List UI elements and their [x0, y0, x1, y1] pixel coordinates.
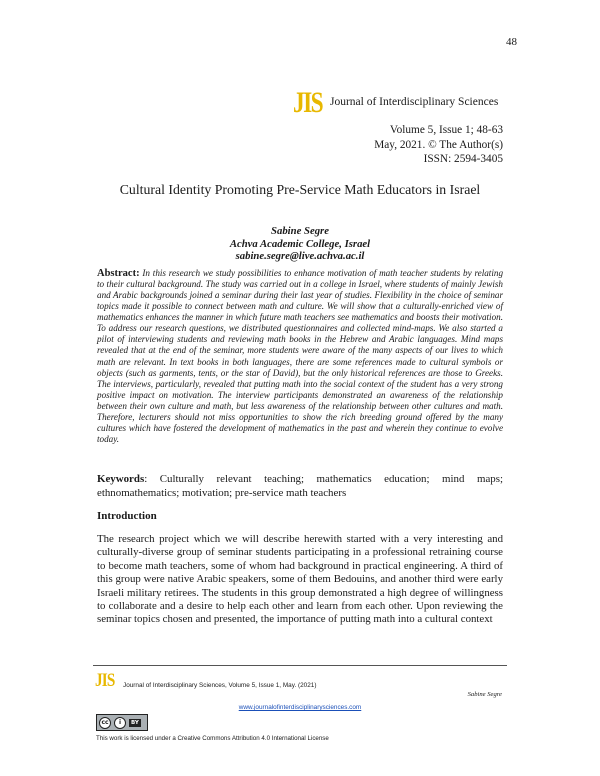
author-name: Sabine Segre: [271, 225, 329, 237]
license-text: This work is licensed under a Creative Commons Attribution 4.0 International License: [96, 735, 329, 742]
cc-icon: cc: [99, 717, 111, 729]
paper-title: Cultural Identity Promoting Pre-Service Math Educators in Israel: [119, 182, 481, 197]
keywords: [97, 472, 503, 500]
by-label: BY: [131, 719, 139, 726]
footer-citation: Journal of Interdisciplinary Sciences, Volume 5, Issue 1, May. (2021): [123, 682, 317, 689]
attribution-icon: i: [114, 717, 126, 729]
introduction-heading: Introduction: [97, 510, 157, 522]
footer-logo: JIS: [95, 670, 115, 691]
page-number: 48: [506, 36, 517, 48]
date-line: May, 2021. © The Author(s): [374, 138, 503, 151]
author-email: sabine.segre@live.achva.ac.il: [235, 250, 365, 263]
journal-meta: [374, 123, 503, 167]
keywords-text: : Culturally relevant teaching; mathematics education; mind maps; ethnomathematics; motivation; pre-service math teachers: [97, 473, 503, 499]
introduction-text: The research project which we will describe herewith started with a very interesting and culturally-diverse group of seminar students participating in a professional retraining course to become math teachers, some of whom had background in practical engineering. A third of this group were native Arabic speakers, some of them Bedouins, and another third were early Israeli military retirees. The students in this group demonstrated a high degree of willingness to collaborate and a desire to help each other and learn from each other. Upon reviewing the seminar topics chosen and presented, the importance of putting math into a cultural context: [97, 533, 503, 626]
keywords-label: Keywords: [97, 473, 145, 485]
abstract-text: In this research we study possibilities to enhance motivation of math teacher students by relating to their cultural background. The study was carried out in a college in Israel, where students of mainly Jewish and Arabic backgrounds joined a seminar during their last year of studies. Flexibility in the choice of seminar topics made it possible to connect between math and culture. We will show that a culturally-enriched view of mathematics enhances the manner in which future math teachers see mathematics and boosts their motivation. To address our research questions, we distributed questionnaires and collected mind-maps. We also started a pilot of interviewing students and reviewing math books in the Hebrew and Arabic languages. Mind maps revealed that at the end of the seminar, more students were aware of the many aspects of our lives to which math are relevant. In text books in both languages, there are some references made to cultural symbols or objects (such as garments, tents, or the star of David), but the only historical references are those to Greeks. The interviews, particularly, revealed that putting math into the social context of the student has a very strong positive impact on motivation. The interview participants demonstrated an awareness of the relationship between their own culture and math, but less awareness of the relationship between other cultures and math. Therefore, lecturers should not miss opportunities to show the rich breeding ground offered by the many cultures which have fostered the development of mathematics in the past and wherein they continue to evolve today.: [97, 268, 504, 444]
author-block: [0, 225, 600, 263]
creative-commons-badge[interactable]: [96, 714, 148, 731]
footer-divider: [93, 665, 507, 666]
journal-header: [293, 88, 503, 118]
author-affiliation: Achva Academic College, Israel: [229, 237, 371, 250]
journal-name: Journal of Interdisciplinary Sciences: [330, 96, 499, 108]
journal-website-link[interactable]: www.journalofinterdisciplinarysciences.com: [238, 704, 362, 711]
issn-line: ISSN: 2594-3405: [423, 153, 503, 166]
abstract: [97, 268, 503, 445]
journal-logo: JIS: [293, 86, 323, 119]
abstract-label: Abstract:: [97, 268, 140, 279]
volume-line: Volume 5, Issue 1; 48-63: [389, 124, 503, 136]
footer-author: Sabine Segre: [467, 691, 502, 698]
